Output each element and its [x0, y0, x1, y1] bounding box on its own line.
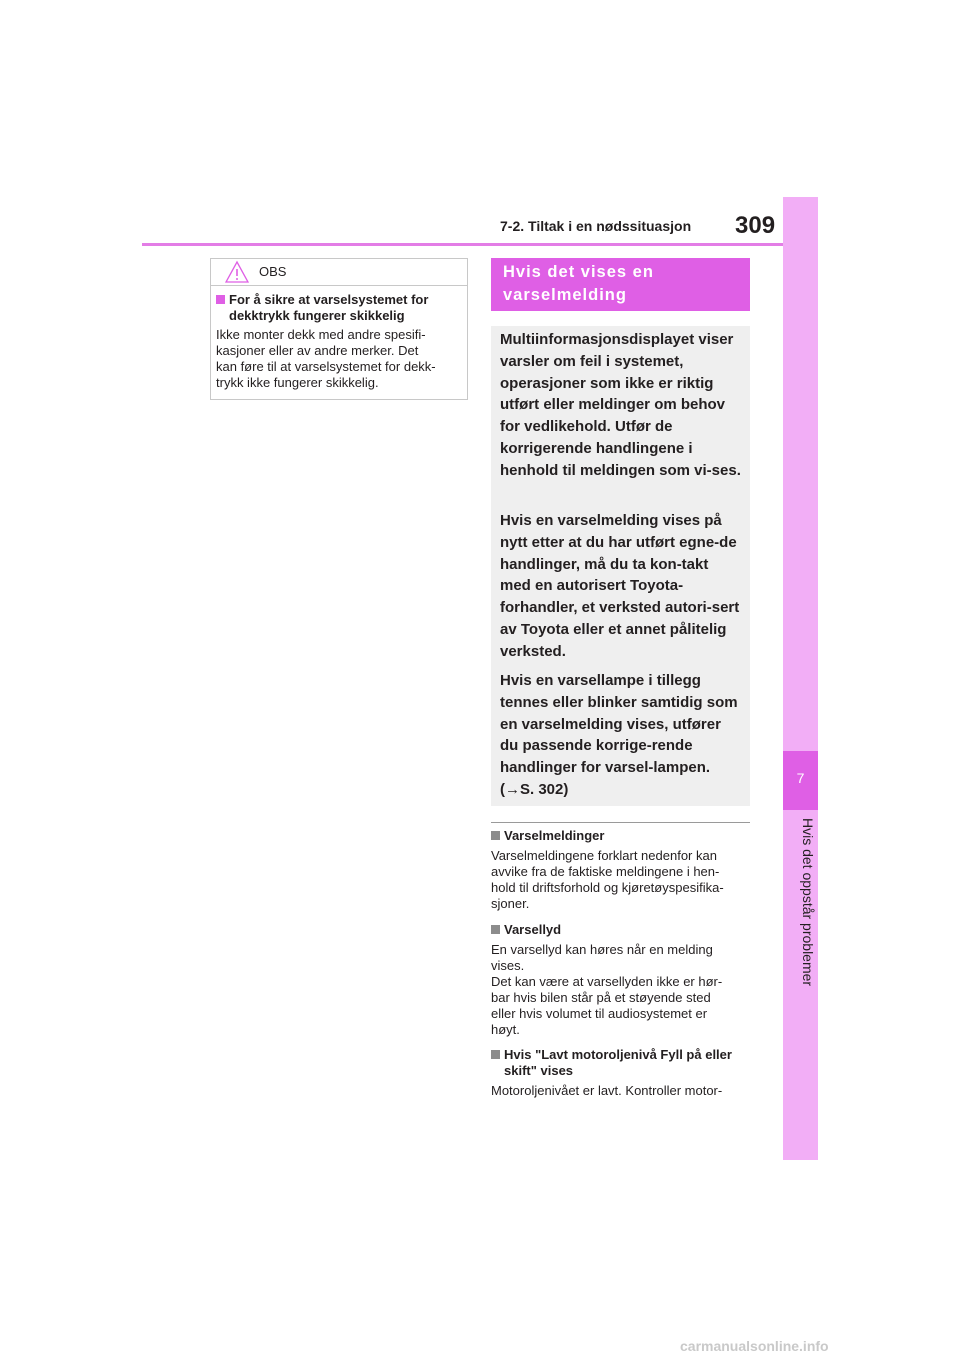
note-body: Motoroljenivået er lavt. Kontroller motor-	[491, 1083, 723, 1098]
watermark: carmanualsonline.info	[680, 1338, 829, 1354]
note-body: Varselmeldingene forklart nedenfor kan avvike fra de faktiske meldingene i hen- hold til driftsforhold og kjøretøyspesifika- sjoner.	[491, 848, 724, 911]
notes-divider	[491, 822, 750, 823]
obs-body: Ikke monter dekk med andre spesifi- kasjoner eller av andre merker. Det kan føre til at varselsystemet for dekk- trykk ikke fungerer skikkelig.	[216, 327, 436, 390]
note-title	[491, 828, 750, 844]
section-title: 7-2. Tiltak i en nødssituasjon	[500, 218, 692, 234]
info-paragraph: Hvis en varselmelding vises på nytt etter at du har utført egne-de handlinger, må du ta kon-takt med en autorisert Toyota-forhandler, et verksted autori-sert av Toyota eller et annet pålitelig verksted.	[500, 512, 740, 660]
note-title	[491, 1047, 750, 1079]
square-bullet-icon	[491, 925, 500, 934]
square-bullet-icon	[491, 1050, 500, 1059]
obs-label: OBS	[259, 264, 287, 279]
page-number: 309	[735, 212, 776, 239]
chapter-number: 7	[796, 770, 805, 786]
note-title-text: Varselmeldinger	[504, 828, 605, 843]
note-title-text: Hvis "Lavt motoroljenivå Fyll på eller skift" vises	[504, 1047, 732, 1078]
note-body: En varsellyd kan høres når en melding vises. Det kan være at varsellyden ikke er hør- bar hvis bilen står på et støyende sted eller hvis volumet til audiosystemet er høyt.	[491, 942, 723, 1037]
section-heading: Hvis det vises en varselmelding	[503, 263, 654, 304]
warning-triangle-icon	[225, 260, 249, 284]
square-bullet-icon	[216, 295, 225, 304]
note-title	[491, 922, 750, 938]
square-bullet-icon	[491, 831, 500, 840]
info-paragraph: Hvis en varsellampe i tillegg tennes eller blinker samtidig som en varselmelding vises, utfører du passende korrige-rende handlinger for varsel-lampen. (→S. 302)	[500, 672, 738, 798]
obs-header	[211, 259, 467, 286]
info-paragraph: Multiinformasjonsdisplayet viser varsler om feil i systemet, operasjoner som ikke er riktig utført eller meldinger om behov for vedlikehold. Utfør de korrigerende handlingene i henhold til meldingen som vi-ses.	[500, 331, 741, 479]
note-title-text: Varsellyd	[504, 922, 562, 937]
obs-bullet-title: For å sikre at varselsystemet for dekktrykk fungerer skikkelig	[229, 292, 429, 323]
chapter-title: Hvis det oppstår problemer	[800, 818, 816, 987]
obs-bullet	[216, 292, 462, 324]
header-rule	[142, 243, 783, 246]
